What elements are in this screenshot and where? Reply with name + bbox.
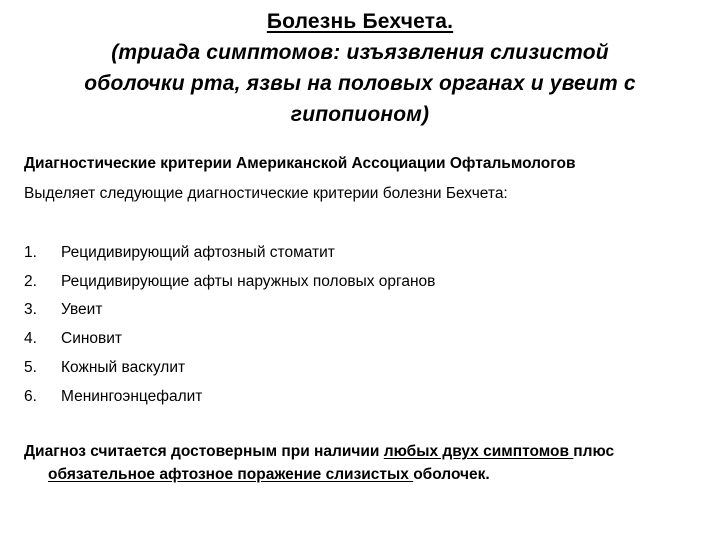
list-item-text: Рецидивирующий афтозный стоматит xyxy=(61,244,335,261)
list-item-number: 5. xyxy=(24,358,37,376)
diagnosis-text-part1: Диагноз считается достоверным при наличии xyxy=(24,443,384,460)
criteria-list xyxy=(24,239,435,411)
list-item-number: 4. xyxy=(24,330,37,348)
list-item-text: Увеит xyxy=(61,301,103,319)
criteria-heading: Диагностические критерии Американской Ассоциации Офтальмологов xyxy=(24,155,576,172)
list-item-text: Менингоэнцефалит xyxy=(61,387,203,405)
title-subtitle-line-1: (триада симптомов: изъязвления слизистой xyxy=(111,41,609,64)
list-item-number: 1. xyxy=(24,244,37,261)
diagnosis-text-part3: плюс xyxy=(573,443,615,460)
diagnosis-text-underlined-2: обязательное афтозное поражение слизистых xyxy=(48,466,414,483)
title-subtitle-line-2: оболочки рта, язвы на половых органах и увеит с xyxy=(84,72,636,95)
list-item xyxy=(24,354,435,383)
diagnosis-line-2 xyxy=(24,463,696,486)
list-item xyxy=(24,268,435,297)
list-item-number: 6. xyxy=(24,387,37,405)
list-item-text: Рецидивирующие афты наружных половых органов xyxy=(61,272,436,290)
criteria-intro: Выделяет следующие диагностические критерии болезни Бехчета: xyxy=(24,185,508,202)
list-item-text: Кожный васкулит xyxy=(61,358,186,376)
title-main: Болезнь Бехчета. xyxy=(266,10,454,33)
list-item-number: 2. xyxy=(24,272,37,290)
list-item xyxy=(24,325,435,354)
diagnosis-statement xyxy=(24,440,696,486)
slide-title xyxy=(20,6,700,130)
list-item xyxy=(24,383,435,412)
list-item xyxy=(24,296,435,325)
list-item-text: Синовит xyxy=(61,330,123,348)
list-item xyxy=(24,239,435,268)
diagnosis-text-underlined-1: любых двух симптомов xyxy=(383,443,574,460)
title-subtitle-line-3: гипопионом) xyxy=(290,103,430,126)
list-item-number: 3. xyxy=(24,301,37,319)
diagnosis-text-part5: оболочек. xyxy=(413,466,490,483)
